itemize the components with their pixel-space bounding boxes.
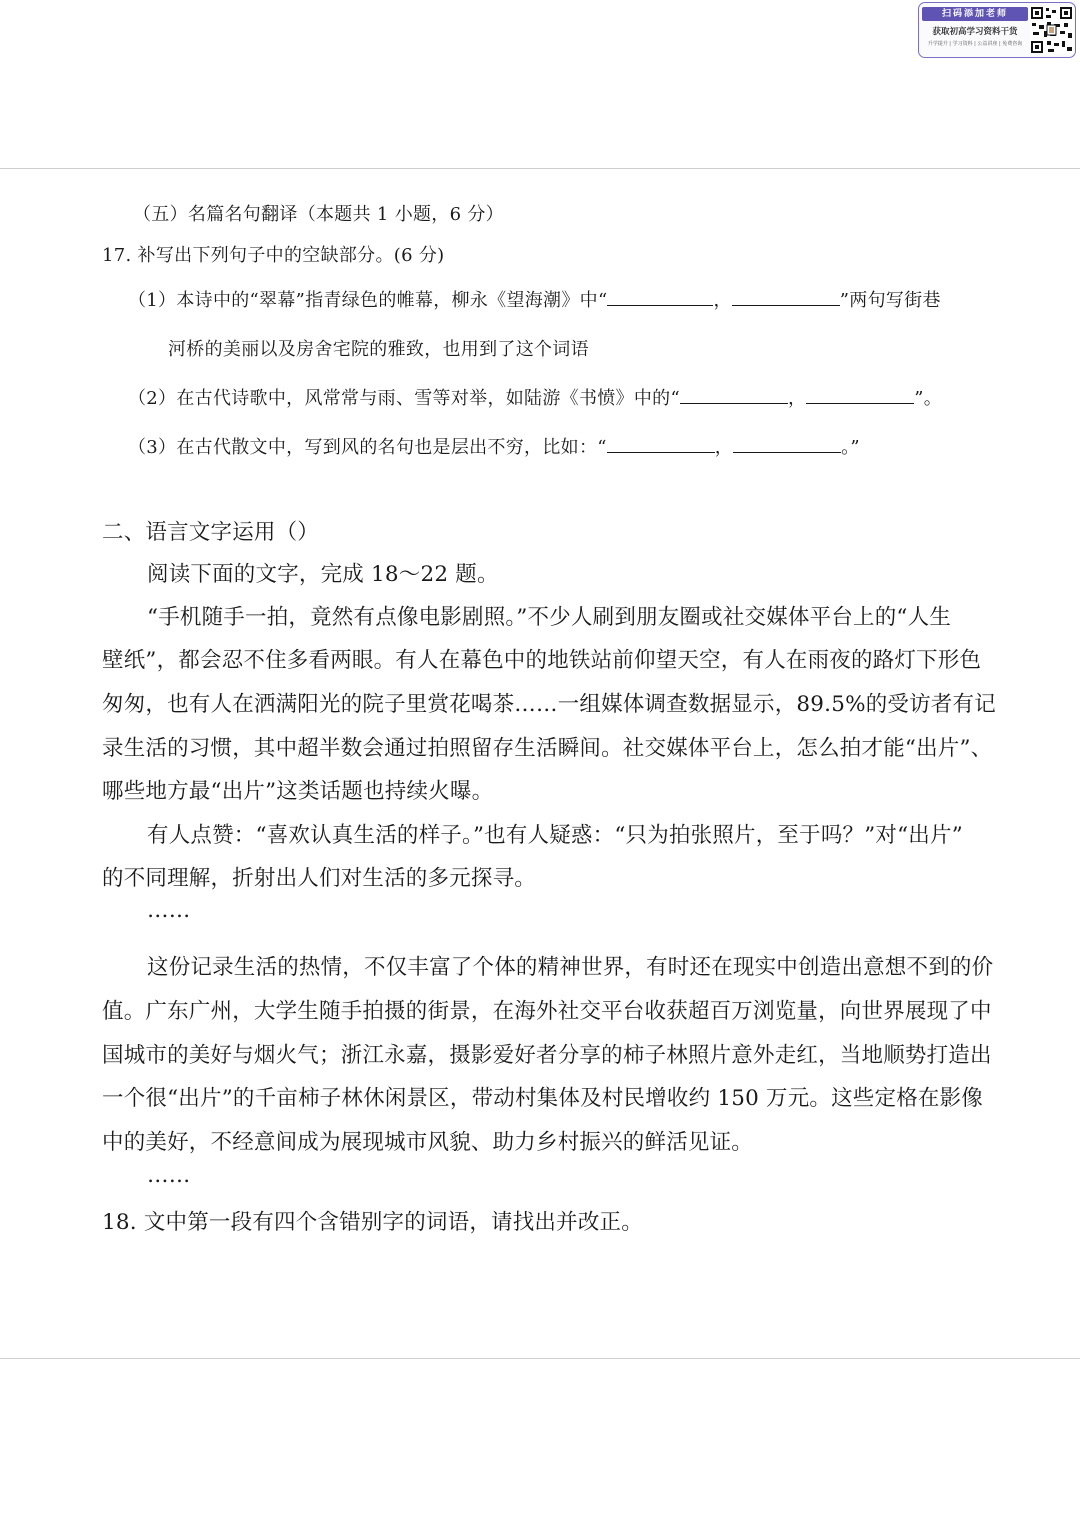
passage-p3-line: 值。广东广州，大学生随手拍摄的街景，在海外社交平台收获超百万浏览量，向世界展现了中 (102, 999, 992, 1024)
badge-text-block (922, 7, 1028, 47)
passage-p1-line: 哪些地方最“出片”这类话题也持续火曝。 (102, 779, 494, 804)
passage-p3-line: 中的美好，不经意间成为展现城市风貌、助力乡村振兴的鲜活见证。 (102, 1130, 754, 1155)
badge-title: 扫码添加老师 (922, 7, 1028, 21)
q17-item1 (128, 286, 941, 312)
q18-stem: 18. 文中第一段有四个含错别字的词语，请找出并改正。 (102, 1210, 643, 1235)
qr-promo-badge (918, 2, 1076, 58)
q17-item2-comma: ， (787, 388, 807, 409)
q17-item3-text-a: （3）在古代散文中，写到风的名句也是层出不穷，比如：“ (128, 437, 607, 458)
passage-p2-line: 的不同理解，折射出人们对生活的多元探寻。 (102, 866, 537, 891)
q17-item2-blank-1[interactable] (680, 387, 788, 404)
passage-p3-line: 这份记录生活的热情，不仅丰富了个体的精神世界，有时还在现实中创造出意想不到的价 (147, 955, 994, 980)
q17-item2 (128, 384, 942, 410)
q17-item3-blank-1[interactable] (607, 436, 715, 453)
passage-p1-line: 匆匆，也有人在洒满阳光的院子里赏花喝茶……一组媒体调查数据显示，89.5%的受访者有记 (102, 692, 996, 717)
page-bottom-rule (0, 1358, 1080, 1359)
q17-item1-comma: ， (713, 290, 732, 311)
passage-p3-line: 国城市的美好与烟火气；浙江永嘉，摄影爱好者分享的柿子林照片意外走红，当地顺势打造出 (102, 1043, 992, 1068)
q17-item1-text-b: ”两句写街巷 (839, 290, 941, 311)
badge-subtitle: 获取初高学习资料干货 (932, 27, 1018, 37)
q17-item1-text-a: （1）本诗中的“翠幕”指青绿色的帷幕，柳永《望海潮》中“ (128, 290, 608, 311)
passage-p1-line: “手机随手一拍，竟然有点像电影剧照。”不少人刷到朋友圈或社交媒体平台上的“人生 (147, 605, 952, 630)
passage-ellipsis: …… (147, 898, 191, 923)
passage-p2-line: 有人点赞：“喜欢认真生活的样子。”也有人疑惑：“只为拍张照片，至于吗？”对“出片” (147, 823, 963, 848)
q17-item1-line2: 河桥的美丽以及房舍宅院的雅致，也用到了这个词语 (168, 339, 589, 360)
q17-item3-comma: ， (714, 437, 734, 458)
q17-item3-blank-2[interactable] (733, 436, 841, 453)
section2-heading: 二、语言文字运用（） (102, 520, 320, 545)
passage-p1-line: 录生活的习惯，其中超半数会通过拍照留存生活瞬间。社交媒体平台上，怎么拍才能“出片”、 (102, 736, 993, 761)
q17-item2-blank-2[interactable] (806, 387, 914, 404)
q17-item2-text-a: （2）在古代诗歌中，风常常与雨、雪等对举，如陆游《书愤》中的“ (128, 388, 680, 409)
page-top-rule (0, 168, 1080, 169)
q17-item1-blank-1[interactable] (607, 289, 713, 306)
qr-code-icon (1030, 6, 1073, 54)
q17-item1-blank-2[interactable] (732, 289, 840, 306)
q17-item2-text-b: ”。 (914, 388, 943, 409)
passage-p1-line: 壁纸”，都会忍不住多看两眼。有人在幕色中的地铁站前仰望天空，有人在雨夜的路灯下形色 (102, 648, 982, 673)
badge-tags: 升学提升 | 学习资料 | 公益讲座 | 免费咨询 (927, 41, 1023, 47)
passage-ellipsis: …… (147, 1163, 191, 1188)
q17-item3 (128, 433, 860, 459)
passage-p3-line: 一个很“出片”的千亩柿子林休闲景区，带动村集体及村民增收约 150 万元。这些定格在影像 (102, 1086, 983, 1111)
section2-intro: 阅读下面的文字，完成 18～22 题。 (147, 562, 499, 587)
q17-stem: 17. 补写出下列句子中的空缺部分。(6 分) (102, 245, 445, 266)
q17-item3-text-b: 。” (841, 437, 860, 458)
section5-heading: （五）名篇名句翻译（本题共 1 小题，6 分） (133, 204, 504, 225)
